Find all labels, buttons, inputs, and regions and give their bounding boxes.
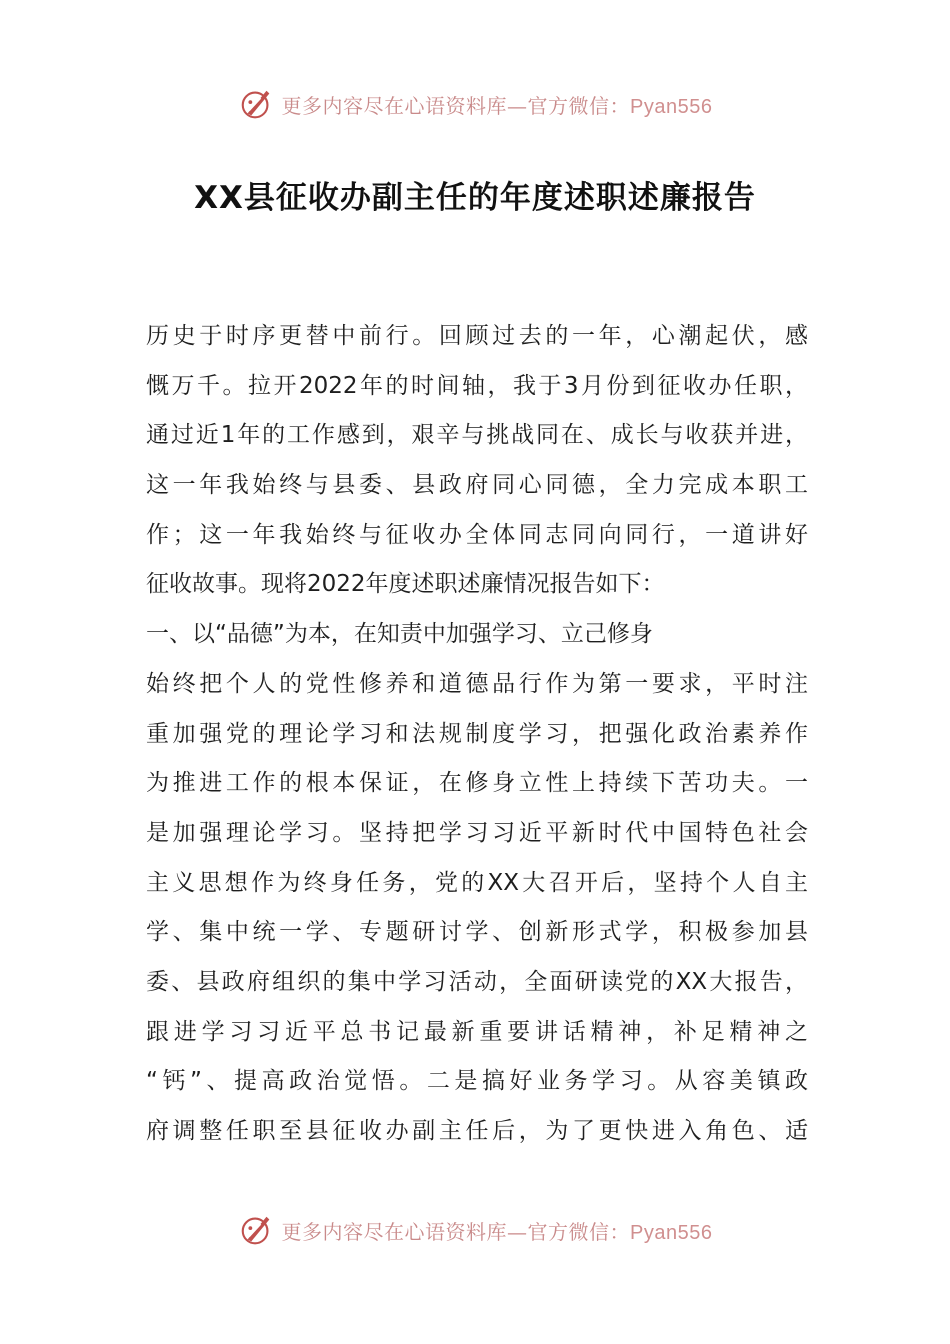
body-line: 府调整任职至县征收办副主任后，为了更快进入角色、适 — [146, 1118, 808, 1144]
body-line: 始终把个人的党性修养和道德品行作为第一要求，平时注 — [146, 670, 808, 697]
section-heading: 一、以“品德”为本，在知责中加强学习、立己修身 — [146, 621, 653, 648]
watermark-brand: 更多内容尽在心语资料库 — [281, 1219, 508, 1244]
body-line: 通过近1年的工作感到，艰辛与挑战同在、成长与收获并进， — [146, 422, 808, 449]
document-title: XX县征收办副主任的年度述职述廉报告 — [194, 180, 756, 216]
body-line: 重加强党的理论学习和法规制度学习，把强化政治素养作 — [146, 720, 808, 747]
quill-logo-icon — [238, 1211, 276, 1249]
footer-watermark — [0, 1208, 950, 1252]
body-line: 历史于时序更替中前行。回顾过去的一年，心潮起伏，感 — [146, 323, 808, 349]
body-line: 委、县政府组织的集中学习活动，全面研读党的XX大报告， — [146, 968, 808, 995]
body-line: 跟进学习习近平总书记最新重要讲话精神，补足精神之 — [146, 1018, 808, 1045]
watermark-wechat-label: 官方微信： — [527, 1219, 631, 1244]
watermark-wechat-id: Pyan556 — [630, 95, 713, 118]
watermark-dash: — — [507, 1219, 528, 1244]
watermark-wechat-label: 官方微信： — [527, 93, 631, 118]
body-line: 作；这一年我始终与征收办全体同志同向同行，一道讲好 — [146, 521, 808, 548]
document-body — [146, 312, 808, 1157]
header-watermark — [0, 82, 950, 126]
watermark-text — [282, 90, 713, 119]
body-line: 主义思想作为终身任务，党的XX大召开后，坚持个人自主 — [146, 869, 808, 896]
body-line: 是加强理论学习。坚持把学习习近平新时代中国特色社会 — [146, 819, 808, 846]
body-line: 慨万千。拉开2022年的时间轴，我于3月份到征收办任职， — [146, 372, 808, 399]
watermark-dash: — — [507, 93, 528, 118]
watermark-text — [282, 1216, 713, 1245]
watermark-wechat-id: Pyan556 — [630, 1221, 713, 1244]
watermark-brand: 更多内容尽在心语资料库 — [281, 93, 508, 118]
body-line: 征收故事。现将2022年度述职述廉情况报告如下： — [146, 571, 665, 598]
body-line: 这一年我始终与县委、县政府同心同德，全力完成本职工 — [146, 472, 808, 499]
body-line: 学、集中统一学、专题研讨学、创新形式学，积极参加县 — [146, 919, 808, 946]
quill-logo-icon — [238, 85, 276, 123]
body-line: 为推进工作的根本保证，在修身立性上持续下苦功夫。一 — [146, 770, 808, 797]
body-line: “钙”、提高政治觉悟。二是搞好业务学习。从容美镇政 — [146, 1068, 808, 1095]
